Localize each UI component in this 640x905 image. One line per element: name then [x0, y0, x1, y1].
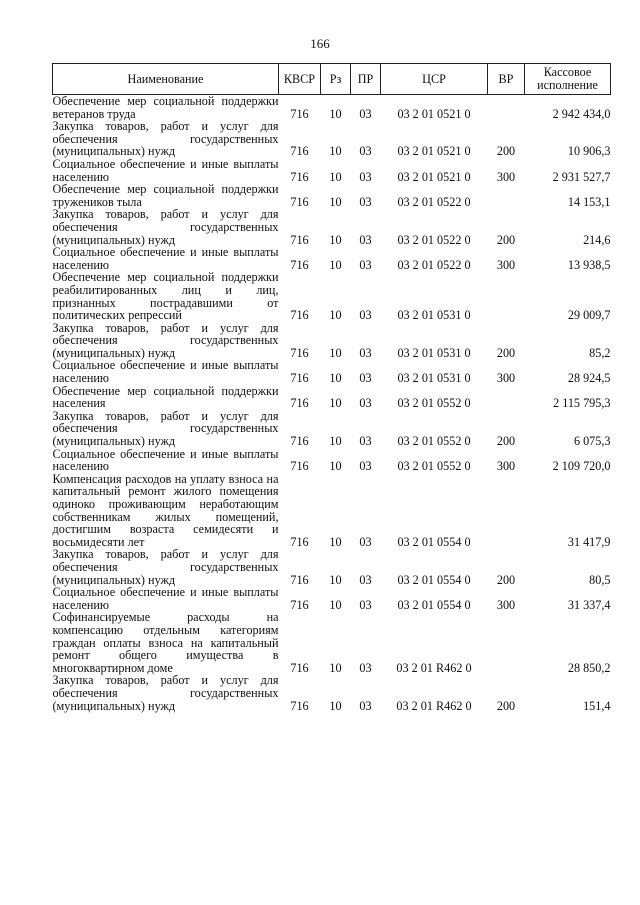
row-pr: 03: [359, 169, 372, 184]
row-rz: 10: [329, 572, 342, 587]
row-name: Обеспечение мер социальной поддержки реабилитированных лиц и лиц, признанных пострадавшими от политических репрессий: [52, 270, 279, 323]
row-rz: 10: [329, 308, 342, 323]
row-vr: [488, 95, 525, 121]
row-amount: 14 153,1: [567, 194, 611, 209]
row-kvsr: 716: [290, 434, 309, 449]
row-rz: 10: [329, 698, 342, 713]
row-rz: 10: [329, 169, 342, 184]
row-kvsr: 716: [290, 169, 309, 184]
row-name: Социальное обеспечение и иные выплаты населению: [52, 446, 279, 474]
row-amount: 2 942 434,0: [552, 106, 611, 121]
row-kvsr: 716: [290, 194, 309, 209]
row-pr: 03: [359, 698, 372, 713]
row-amount: 31 337,4: [567, 597, 611, 612]
row-pr: 03: [359, 194, 372, 209]
row-pr: 03: [359, 106, 372, 121]
row-rz: 10: [329, 194, 342, 209]
table-row: [53, 448, 611, 473]
row-amount: 10 906,3: [567, 144, 611, 159]
row-vr: 300: [496, 459, 516, 474]
table-header-row: [53, 64, 611, 95]
row-vr: 300: [496, 169, 516, 184]
row-name: Социальное обеспечение и иные выплаты населению: [52, 245, 279, 272]
table-row: [53, 208, 611, 246]
row-amount: 151,4: [583, 698, 611, 713]
row-amount: 31 417,9: [567, 534, 611, 549]
row-amount: 28 850,2: [567, 660, 611, 675]
row-name: Обеспечение мер социальной поддержки тружеников тыла: [52, 182, 279, 209]
row-name: Закупка товаров, работ и услуг для обеспечения государственных (муниципальных) нужд: [52, 547, 279, 587]
row-rz: 10: [329, 434, 342, 449]
row-name: Социальное обеспечение и иные выплаты населению: [52, 156, 279, 184]
row-name: Социальное обеспечение и иные выплаты населению: [52, 358, 279, 386]
row-vr: [488, 611, 525, 674]
table-row: [53, 548, 611, 586]
header-vr: ВР: [488, 64, 525, 95]
row-kvsr: 716: [290, 106, 309, 121]
table-row: [53, 674, 611, 712]
header-kvsr: КВСР: [279, 64, 321, 95]
row-csr: 03 2 01 0531 0: [397, 308, 471, 323]
row-csr: 03 2 01 0531 0: [397, 371, 471, 386]
row-amount: 85,2: [589, 345, 611, 360]
row-vr: 300: [496, 371, 516, 386]
row-rz: 10: [329, 257, 342, 272]
table-row: [53, 158, 611, 183]
row-amount: 13 938,5: [567, 257, 611, 272]
header-rz: Рз: [321, 64, 351, 95]
row-csr: 03 2 01 0552 0: [397, 434, 471, 449]
header-pr: ПР: [351, 64, 381, 95]
table-row: [53, 473, 611, 549]
row-vr: [488, 271, 525, 321]
row-pr: 03: [359, 257, 372, 272]
row-rz: 10: [329, 459, 342, 474]
row-amount: 29 009,7: [567, 308, 611, 323]
row-kvsr: 716: [290, 308, 309, 323]
row-rz: 10: [329, 106, 342, 121]
row-name: Обеспечение мер социальной поддержки ветеранов труда: [52, 94, 279, 121]
row-csr: 03 2 01 0521 0: [397, 144, 471, 159]
row-amount: 2 115 795,3: [553, 396, 611, 411]
row-rz: 10: [329, 232, 342, 247]
row-rz: 10: [329, 144, 342, 159]
budget-execution-table: [52, 63, 611, 712]
row-vr: 200: [496, 572, 516, 587]
table-row: [53, 410, 611, 448]
table-row: [53, 246, 611, 271]
row-name: Закупка товаров, работ и услуг для обеспечения государственных (муниципальных) нужд: [52, 673, 279, 713]
table-row: [53, 120, 611, 158]
row-rz: 10: [329, 396, 342, 411]
row-name: Закупка товаров, работ и услуг для обеспечения государственных (муниципальных) нужд: [52, 408, 279, 449]
row-csr: 03 2 01 0531 0: [397, 345, 471, 360]
row-pr: 03: [359, 371, 372, 386]
row-name: Социальное обеспечение и иные выплаты населению: [52, 585, 279, 612]
row-csr: 03 2 01 0554 0: [397, 534, 471, 549]
row-pr: 03: [359, 534, 372, 549]
header-ispolnenie: исполнение: [537, 78, 598, 92]
row-amount: 80,5: [589, 572, 611, 587]
row-name: Закупка товаров, работ и услуг для обеспечения государственных (муниципальных) нужд: [52, 119, 279, 159]
row-vr: 200: [496, 345, 516, 360]
row-pr: 03: [359, 345, 372, 360]
row-vr: 200: [496, 144, 516, 159]
row-csr: 03 2 01 0521 0: [397, 169, 471, 184]
row-kvsr: 716: [290, 232, 309, 247]
row-pr: 03: [359, 660, 372, 675]
row-kvsr: 716: [290, 257, 309, 272]
table-row: [53, 183, 611, 208]
row-pr: 03: [359, 232, 372, 247]
row-kvsr: 716: [290, 144, 309, 159]
row-vr: [488, 473, 525, 549]
table-row: [53, 95, 611, 121]
row-pr: 03: [359, 597, 372, 612]
row-name: Компенсация расходов на уплату взноса на капитальный ремонт жилого помещения одиноко проживающим неработающим собственникам жилых помещений, достигшим возраста семидесяти и восьмидесяти лет: [52, 471, 279, 549]
row-csr: 03 2 01 0554 0: [397, 572, 471, 587]
table-row: [53, 322, 611, 360]
row-pr: 03: [359, 459, 372, 474]
row-vr: 300: [496, 597, 516, 612]
row-name: Закупка товаров, работ и услуг для обеспечения государственных (муниципальных) нужд: [52, 207, 279, 247]
row-pr: 03: [359, 396, 372, 411]
row-amount: 28 924,5: [567, 371, 611, 386]
table-row: [53, 271, 611, 321]
row-kvsr: 716: [290, 371, 309, 386]
header-name: Наименование: [53, 64, 279, 95]
header-csr: ЦСР: [381, 64, 488, 95]
row-csr: 03 2 01 0554 0: [397, 597, 471, 612]
row-csr: 03 2 01 0552 0: [397, 396, 471, 411]
row-rz: 10: [329, 371, 342, 386]
page-number: 166: [310, 36, 330, 51]
row-pr: 03: [359, 434, 372, 449]
row-kvsr: 716: [290, 698, 309, 713]
row-rz: 10: [329, 534, 342, 549]
header-kassovoe: Кассовое: [543, 65, 592, 79]
row-kvsr: 716: [290, 660, 309, 675]
row-csr: 03 2 01 0522 0: [397, 257, 471, 272]
table-row: [53, 385, 611, 410]
row-vr: [488, 183, 525, 208]
row-vr: 200: [496, 232, 516, 247]
row-amount: 214,6: [583, 232, 611, 247]
row-csr: 03 2 01 0552 0: [397, 459, 471, 474]
row-csr: 03 2 01 0522 0: [397, 194, 471, 209]
row-amount: 2 931 527,7: [552, 169, 611, 184]
row-kvsr: 716: [290, 396, 309, 411]
row-vr: 200: [496, 434, 516, 449]
table-row: [53, 586, 611, 611]
row-rz: 10: [329, 345, 342, 360]
row-pr: 03: [359, 144, 372, 159]
row-csr: 03 2 01 R462 0: [396, 698, 472, 713]
row-csr: 03 2 01 R462 0: [396, 660, 472, 675]
row-csr: 03 2 01 0521 0: [397, 106, 471, 121]
row-amount: 2 109 720,0: [552, 459, 611, 474]
header-kassovoe-ispolnenie: [525, 64, 611, 95]
row-pr: 03: [359, 308, 372, 323]
row-amount: 6 075,3: [573, 434, 611, 449]
row-name: Закупка товаров, работ и услуг для обеспечения государственных (муниципальных) нужд: [52, 320, 279, 360]
row-pr: 03: [359, 572, 372, 587]
row-kvsr: 716: [290, 345, 309, 360]
row-vr: [488, 385, 525, 410]
row-rz: 10: [329, 660, 342, 675]
row-kvsr: 716: [290, 459, 309, 474]
row-kvsr: 716: [290, 534, 309, 549]
row-kvsr: 716: [290, 597, 309, 612]
row-vr: 300: [496, 257, 516, 272]
row-kvsr: 716: [290, 572, 309, 587]
row-csr: 03 2 01 0522 0: [397, 232, 471, 247]
row-rz: 10: [329, 597, 342, 612]
table-row: [53, 611, 611, 674]
row-vr: 200: [496, 698, 516, 713]
row-name: Обеспечение мер социальной поддержки населения: [52, 383, 279, 411]
table-row: [53, 359, 611, 384]
row-name: Софинансируемые расходы на компенсацию отдельным категориям граждан оплаты взноса на капитальный ремонт общего имущества в многоквартирном доме: [52, 610, 279, 675]
